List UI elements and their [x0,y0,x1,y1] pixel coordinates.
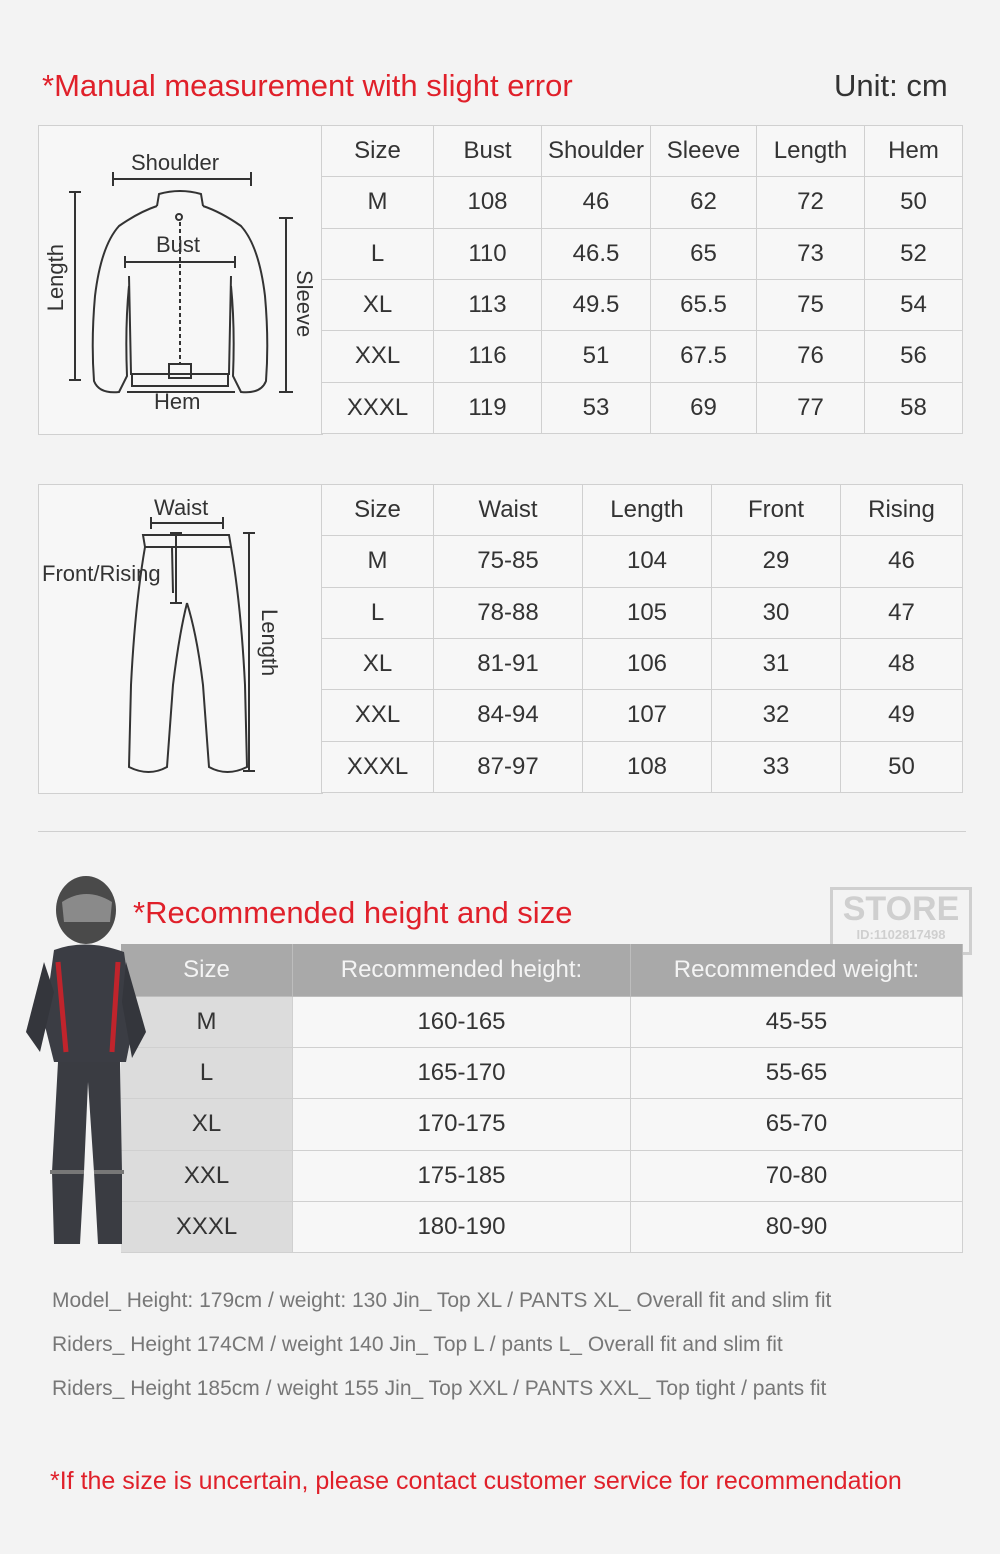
cell: 175-185 [293,1150,631,1201]
column-header: Rising [841,485,963,536]
cell: 69 [651,382,757,433]
column-header: Size [121,944,293,997]
cell: XXXL [322,382,434,433]
section-divider [38,831,966,832]
column-header: Front [712,485,841,536]
cell: 56 [865,331,963,382]
cell: 45-55 [631,997,963,1048]
cell: 54 [865,279,963,330]
table-row [322,177,963,228]
cell: XXL [322,331,434,382]
column-header: Size [322,126,434,177]
cell: 65.5 [651,279,757,330]
cell: 108 [434,177,542,228]
cell: L [322,587,434,638]
cell: 81-91 [434,638,583,689]
cell: 107 [583,690,712,741]
cell: XXL [121,1150,293,1201]
column-header: Hem [865,126,963,177]
unit-label: Unit: cm [834,68,948,103]
cell: 70-80 [631,1150,963,1201]
table-row [322,536,963,587]
shoulder-label: Shoulder [131,150,220,175]
rider-note: Riders_ Height 174CM / weight 140 Jin_ Top L / pants L_ Overall fit and slim fit [52,1333,783,1356]
cell: 87-97 [434,741,583,792]
cell: 62 [651,177,757,228]
cell: M [322,177,434,228]
table-row [322,638,963,689]
cell: 29 [712,536,841,587]
cell: 33 [712,741,841,792]
cell: 72 [757,177,865,228]
bust-label: Bust [156,232,201,257]
cell: 51 [542,331,651,382]
column-header: Recommended height: [293,944,631,997]
cell: 30 [712,587,841,638]
jacket-size-table [321,125,963,434]
cell: 50 [841,741,963,792]
cell: 106 [583,638,712,689]
table-row [322,279,963,330]
column-header: Shoulder [542,126,651,177]
cell: XL [322,279,434,330]
table-row [322,741,963,792]
cell: 46 [542,177,651,228]
cell: 58 [865,382,963,433]
table-row [322,587,963,638]
cell: 116 [434,331,542,382]
column-header: Recommended weight: [631,944,963,997]
cell: 170-175 [293,1099,631,1150]
table-row [322,382,963,433]
cell: 65 [651,228,757,279]
length-label: Length [43,244,68,312]
cell: 75 [757,279,865,330]
cell: M [322,536,434,587]
hem-label: Hem [154,389,201,414]
table-row [322,331,963,382]
table-header-row [322,485,963,536]
table-row [322,690,963,741]
cell: 48 [841,638,963,689]
cell: XXXL [322,741,434,792]
cell: 113 [434,279,542,330]
cell: 108 [583,741,712,792]
cell: 49 [841,690,963,741]
column-header: Size [322,485,434,536]
cell: M [121,997,293,1048]
cell: 32 [712,690,841,741]
column-header: Waist [434,485,583,536]
cell: 77 [757,382,865,433]
cell: 52 [865,228,963,279]
column-header: Length [757,126,865,177]
cell: 76 [757,331,865,382]
cell: 105 [583,587,712,638]
front-rising-label: Front/Rising [42,561,161,586]
table-row [121,997,963,1048]
table-row [121,1048,963,1099]
waist-label: Waist [154,495,209,520]
cell: L [322,228,434,279]
cell: 46.5 [542,228,651,279]
cell: 160-165 [293,997,631,1048]
watermark-id: ID:1102817498 [856,927,946,942]
cell: 165-170 [293,1048,631,1099]
recommend-title: *Recommended height and size [133,895,573,930]
column-header: Bust [434,126,542,177]
column-header: Length [583,485,712,536]
cell: 180-190 [293,1201,631,1252]
cell: 80-90 [631,1201,963,1252]
watermark-brand: STORE [842,890,960,928]
cell: XXXL [121,1201,293,1252]
cell: 31 [712,638,841,689]
cell: 119 [434,382,542,433]
table-header-row [322,126,963,177]
table-row [121,1201,963,1252]
cell: 104 [583,536,712,587]
cell: 67.5 [651,331,757,382]
cell: 73 [757,228,865,279]
jacket-diagram [38,125,323,435]
cell: 50 [865,177,963,228]
recommend-table [121,944,963,1253]
table-header-row [121,944,963,997]
footer-note: *If the size is uncertain, please contact customer service for recommendation [50,1467,902,1495]
cell: 75-85 [434,536,583,587]
rider-note: Riders_ Height 185cm / weight 155 Jin_ Top XXL / PANTS XXL_ Top tight / pants fit [52,1377,827,1400]
column-header: Sleeve [651,126,757,177]
table-row [121,1099,963,1150]
cell: 53 [542,382,651,433]
cell: 110 [434,228,542,279]
cell: XXL [322,690,434,741]
table-row [322,228,963,279]
cell: 46 [841,536,963,587]
pants-diagram [38,484,323,794]
cell: L [121,1048,293,1099]
cell: 65-70 [631,1099,963,1150]
cell: 47 [841,587,963,638]
table-row [121,1150,963,1201]
cell: XL [121,1099,293,1150]
cell: XL [322,638,434,689]
pants-length-label: Length [257,609,282,677]
cell: 49.5 [542,279,651,330]
sleeve-label: Sleeve [292,270,317,338]
rider-model-image [14,872,154,1262]
pants-size-table [321,484,963,793]
cell: 78-88 [434,587,583,638]
measurement-note: *Manual measurement with slight error [42,68,573,103]
model-note: Model_ Height: 179cm / weight: 130 Jin_ Top XL / PANTS XL_ Overall fit and slim fit [52,1289,832,1312]
cell: 55-65 [631,1048,963,1099]
cell: 84-94 [434,690,583,741]
